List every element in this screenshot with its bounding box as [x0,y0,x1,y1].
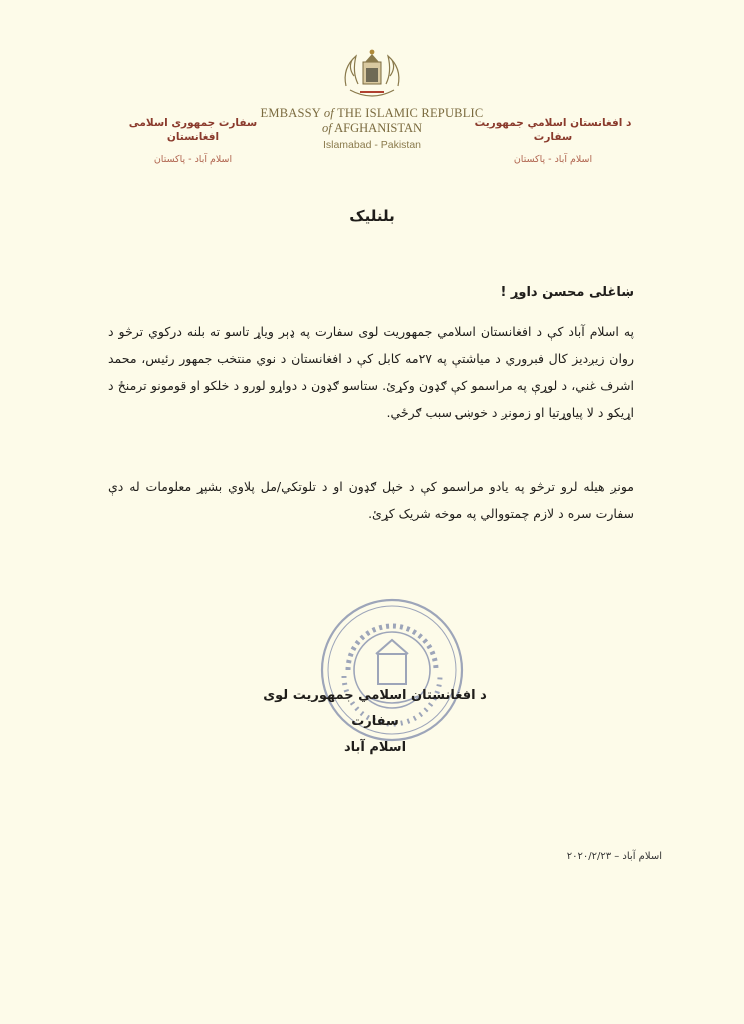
date-line: اسلام آباد – ۲۰۲۰/۲/۲۳ [566,851,662,862]
letterhead-dari-city: اسلام آباد - پاکستان [153,154,233,165]
letter-title: بلنليک [349,207,395,225]
letterhead-pashto [468,116,638,165]
embassy-name-line2: of AFGHANISTAN [321,121,423,135]
signature-line-city: اسلام آباد [343,740,407,755]
signature-block [240,683,510,761]
letterhead-dari-name: سفارت جمهوری اسلامی افغانستان [128,117,258,143]
body-paragraph-1: په اسلام آباد کې د افغانستان اسلامي جمهوريت لوی سفارت په ډېر وياړ تاسو ته بلنه درکوي ترڅو د روان زيږديز کال فبروري د مياشتې په ۲۷مه کابل کې د افغانستان د نوي منتخب جمهور رئيس، محمد اشرف غني، د لوړې په مراسمو کې ګډون وکړئ. ستاسو ګډون د دواړو لورو د خلکو او قومونو ترمنځ د اړيکو د لا پياوړتيا او زمونږ د خوښۍ سبب ګرځي. [108,324,634,420]
afghanistan-emblem-icon [336,46,408,104]
letterhead-center [252,106,492,151]
body-paragraph-2: مونږ هيله لرو ترڅو په يادو مراسمو کې د خپل ګډون او د تلوتکي/مل پلاوي بشپړ معلومات له دې سفارت سره د لازم چمتووالي په موخه شريک کړئ. [108,479,634,521]
embassy-city: Islamabad - Pakistan [322,139,422,151]
salutation: ښاغلی محسن داوړ ! [500,285,634,300]
embassy-name-line1: EMBASSY of THE ISLAMIC REPUBLIC [260,106,484,120]
signature-line-embassy: د افغانستان اسلامي جمهوريت لوی سفارت [263,688,487,729]
letterhead-pashto-name: د افغانستان اسلامي جمهوريت سفارت [474,117,632,143]
letterhead-dari [108,116,278,165]
letterhead-pashto-city: اسلام آباد - پاکستان [513,154,593,165]
